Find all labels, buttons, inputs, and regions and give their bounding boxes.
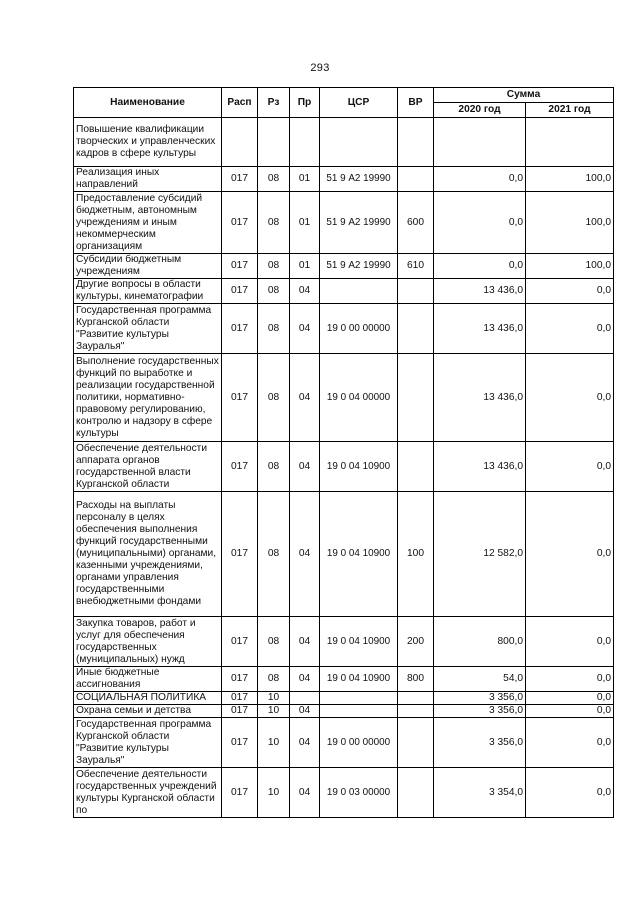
cell-pr: 04 [290, 617, 320, 667]
cell-csr: 51 9 А2 19990 [320, 192, 398, 254]
cell-pr: 04 [290, 718, 320, 768]
header-year-2021: 2021 год [526, 103, 614, 118]
table-row [74, 718, 614, 768]
table-row [74, 254, 614, 279]
cell-rz: 10 [258, 768, 290, 818]
cell-rasp: 017 [222, 492, 258, 617]
header-name: Наименование [74, 88, 222, 118]
cell-vr [398, 118, 434, 167]
cell-csr: 51 9 А2 19990 [320, 254, 398, 279]
cell-sum-2021: 0,0 [526, 705, 614, 718]
cell-csr: 19 0 04 00000 [320, 354, 398, 442]
cell-sum-2021: 0,0 [526, 768, 614, 818]
cell-vr [398, 354, 434, 442]
cell-name: Охрана семьи и детства [74, 705, 222, 718]
table-row [74, 768, 614, 818]
cell-vr: 600 [398, 192, 434, 254]
cell-name: Повышение квалификации творческих и управленческих кадров в сфере культуры [74, 118, 222, 167]
page-number: 293 [310, 62, 330, 74]
header-csr: ЦСР [320, 88, 398, 118]
cell-rz: 08 [258, 442, 290, 492]
cell-vr [398, 304, 434, 354]
cell-pr: 01 [290, 254, 320, 279]
cell-pr: 04 [290, 705, 320, 718]
cell-csr [320, 692, 398, 705]
cell-pr: 04 [290, 768, 320, 818]
cell-sum-2020: 13 436,0 [434, 354, 526, 442]
table-row [74, 354, 614, 442]
cell-rasp: 017 [222, 354, 258, 442]
cell-rasp: 017 [222, 167, 258, 192]
cell-rz: 08 [258, 354, 290, 442]
cell-sum-2020: 12 582,0 [434, 492, 526, 617]
cell-name: Государственная программа Курганской области "Развитие культуры Зауралья" [74, 718, 222, 768]
header-vr: ВР [398, 88, 434, 118]
table-row [74, 705, 614, 718]
cell-rasp: 017 [222, 442, 258, 492]
cell-rasp: 017 [222, 705, 258, 718]
cell-pr: 04 [290, 442, 320, 492]
cell-sum-2021: 0,0 [526, 354, 614, 442]
cell-rz: 08 [258, 304, 290, 354]
cell-csr: 51 9 А2 19990 [320, 167, 398, 192]
header-sum: Сумма [434, 88, 614, 103]
cell-rz: 08 [258, 167, 290, 192]
cell-rz: 08 [258, 667, 290, 692]
cell-name: Иные бюджетные ассигнования [74, 667, 222, 692]
cell-rz: 08 [258, 617, 290, 667]
table-row [74, 667, 614, 692]
cell-sum-2020: 0,0 [434, 192, 526, 254]
cell-rasp: 017 [222, 279, 258, 304]
cell-sum-2021: 100,0 [526, 254, 614, 279]
cell-rasp: 017 [222, 718, 258, 768]
cell-vr [398, 718, 434, 768]
cell-name: Субсидии бюджетным учреждениям [74, 254, 222, 279]
cell-rz: 08 [258, 492, 290, 617]
cell-csr: 19 0 04 10900 [320, 492, 398, 617]
cell-sum-2020: 3 354,0 [434, 768, 526, 818]
cell-csr: 19 0 04 10900 [320, 617, 398, 667]
header-rasp: Расп [222, 88, 258, 118]
header-pr: Пр [290, 88, 320, 118]
cell-rz: 08 [258, 192, 290, 254]
cell-vr [398, 167, 434, 192]
cell-rasp [222, 118, 258, 167]
table-row [74, 442, 614, 492]
cell-pr: 04 [290, 354, 320, 442]
cell-sum-2020: 3 356,0 [434, 718, 526, 768]
cell-csr [320, 705, 398, 718]
cell-rasp: 017 [222, 192, 258, 254]
cell-sum-2021: 0,0 [526, 692, 614, 705]
cell-pr: 04 [290, 667, 320, 692]
cell-sum-2020: 13 436,0 [434, 304, 526, 354]
cell-sum-2020: 0,0 [434, 167, 526, 192]
cell-sum-2020: 0,0 [434, 254, 526, 279]
cell-csr [320, 118, 398, 167]
cell-rz: 10 [258, 705, 290, 718]
cell-sum-2021: 0,0 [526, 718, 614, 768]
cell-pr: 04 [290, 279, 320, 304]
cell-sum-2021: 100,0 [526, 192, 614, 254]
cell-sum-2020 [434, 118, 526, 167]
header-year-2020: 2020 год [434, 103, 526, 118]
cell-name: Другие вопросы в области культуры, кинематографии [74, 279, 222, 304]
table-row [74, 279, 614, 304]
cell-sum-2021: 100,0 [526, 167, 614, 192]
cell-name: Расходы на выплаты персоналу в целях обеспечения выполнения функций государственными (муниципальными) органами, казенными учреждениями, органами управления государственными внебюджетными фондами [74, 492, 222, 617]
cell-name: Обеспечение деятельности аппарата органов государственной власти Курганской области [74, 442, 222, 492]
cell-rz: 08 [258, 254, 290, 279]
cell-pr: 01 [290, 167, 320, 192]
cell-sum-2021: 0,0 [526, 442, 614, 492]
cell-vr [398, 692, 434, 705]
cell-sum-2021: 0,0 [526, 667, 614, 692]
cell-vr: 200 [398, 617, 434, 667]
cell-sum-2021: 0,0 [526, 304, 614, 354]
cell-name: Предоставление субсидий бюджетным, автономным учреждениям и иным некоммерческим организациям [74, 192, 222, 254]
table-row [74, 118, 614, 167]
cell-rasp: 017 [222, 692, 258, 705]
cell-name: Государственная программа Курганской области "Развитие культуры Зауралья" [74, 304, 222, 354]
cell-vr: 100 [398, 492, 434, 617]
cell-rz: 10 [258, 718, 290, 768]
cell-sum-2020: 3 356,0 [434, 692, 526, 705]
cell-pr: 04 [290, 304, 320, 354]
cell-pr: 01 [290, 192, 320, 254]
cell-rz: 10 [258, 692, 290, 705]
cell-vr [398, 705, 434, 718]
cell-sum-2021: 0,0 [526, 279, 614, 304]
table-row [74, 692, 614, 705]
table-row [74, 304, 614, 354]
table-row [74, 617, 614, 667]
cell-vr [398, 768, 434, 818]
cell-rasp: 017 [222, 254, 258, 279]
table-row [74, 192, 614, 254]
cell-vr [398, 442, 434, 492]
cell-vr [398, 279, 434, 304]
cell-name: Выполнение государственных функций по выработке и реализации государственной политики, нормативно-правовому регулированию, контролю и надзору в сфере культуры [74, 354, 222, 442]
cell-csr: 19 0 03 00000 [320, 768, 398, 818]
cell-vr: 610 [398, 254, 434, 279]
cell-rasp: 017 [222, 617, 258, 667]
cell-sum-2021 [526, 118, 614, 167]
cell-sum-2020: 13 436,0 [434, 279, 526, 304]
table-header [74, 88, 614, 118]
table-row [74, 492, 614, 617]
cell-csr: 19 0 04 10900 [320, 667, 398, 692]
cell-sum-2020: 800,0 [434, 617, 526, 667]
cell-rasp: 017 [222, 304, 258, 354]
cell-pr [290, 692, 320, 705]
cell-sum-2021: 0,0 [526, 492, 614, 617]
table-body [74, 118, 614, 818]
cell-pr: 04 [290, 492, 320, 617]
cell-rz: 08 [258, 279, 290, 304]
cell-sum-2021: 0,0 [526, 617, 614, 667]
cell-csr: 19 0 04 10900 [320, 442, 398, 492]
cell-rasp: 017 [222, 667, 258, 692]
cell-csr: 19 0 00 00000 [320, 304, 398, 354]
cell-rasp: 017 [222, 768, 258, 818]
cell-vr: 800 [398, 667, 434, 692]
cell-sum-2020: 13 436,0 [434, 442, 526, 492]
cell-csr: 19 0 00 00000 [320, 718, 398, 768]
table-row [74, 167, 614, 192]
cell-rz [258, 118, 290, 167]
header-rz: Рз [258, 88, 290, 118]
cell-csr [320, 279, 398, 304]
cell-name: Обеспечение деятельности государственных учреждений культуры Курганской области по [74, 768, 222, 818]
cell-pr [290, 118, 320, 167]
budget-table [73, 87, 614, 818]
cell-name: Закупка товаров, работ и услуг для обеспечения государственных (муниципальных) нужд [74, 617, 222, 667]
cell-name: Реализация иных направлений [74, 167, 222, 192]
cell-sum-2020: 54,0 [434, 667, 526, 692]
cell-sum-2020: 3 356,0 [434, 705, 526, 718]
cell-name: СОЦИАЛЬНАЯ ПОЛИТИКА [74, 692, 222, 705]
